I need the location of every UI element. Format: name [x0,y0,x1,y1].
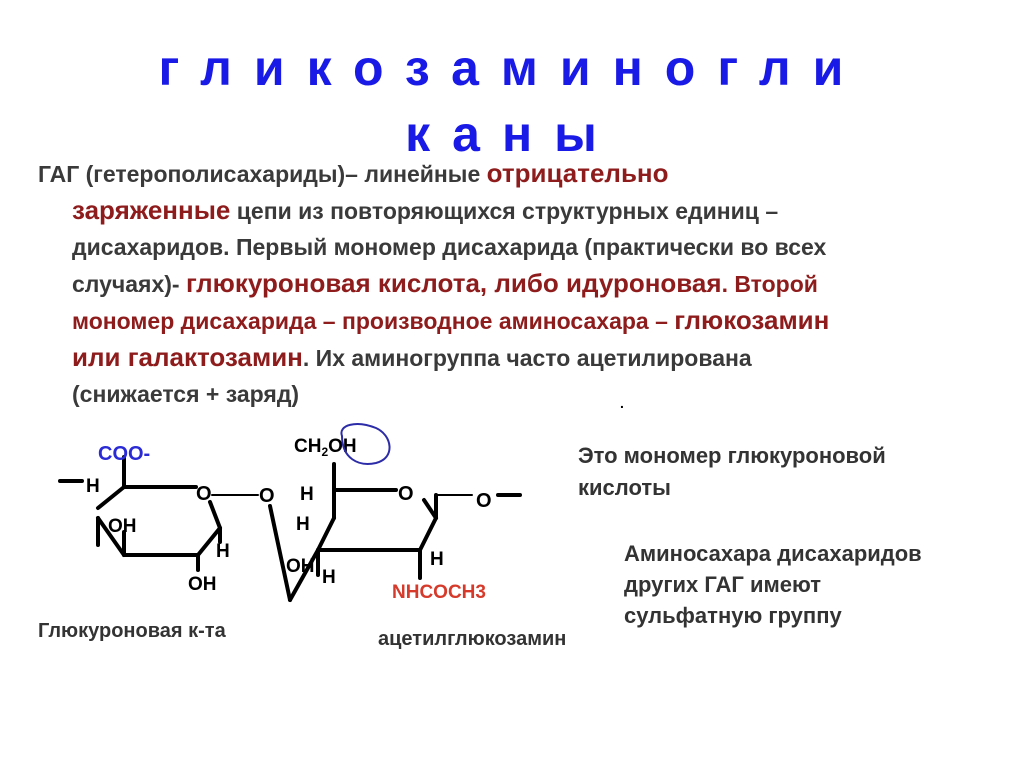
stray-dot: . [620,395,624,411]
oh-label: OH [188,574,217,595]
text-amino-acetylated: . Их аминогруппа часто ацетилирована [302,345,752,371]
emphasis-glucosamine: глюкозамин [674,305,830,335]
nhcoch3-label: NHCOCH3 [392,582,486,603]
glycosidic-oxygen-label: O [259,485,275,507]
caption-glucuronic-acid: Глюкуроновая к-та [38,620,226,642]
monomer-note-line: кислоты [578,475,671,500]
emphasis-galactosamine: или галактозамин [72,342,303,372]
h-label: H [296,514,310,535]
ring-oxygen-label: O [398,483,414,505]
h-label: H [430,549,444,570]
para-line-4 [38,265,998,302]
emphasis-charged: заряженные [72,195,231,225]
para-line-6 [38,339,998,376]
ring-oxygen-label: O [196,483,212,505]
text-cases: случаях)- [72,271,186,297]
caption-acetylglucosamine: ацетилглюкозамин [378,628,567,650]
para-line-1 [38,155,998,192]
description-paragraph [38,155,998,412]
oh-label: OH [108,516,137,537]
page-title-line-2: каны [405,106,619,162]
ring1-bond [210,502,220,528]
h-label: H [322,567,336,588]
sulfate-note-line: сульфатную группу [624,603,842,628]
sulfate-note [624,538,1004,631]
chain-oxygen-label: O [476,490,492,512]
h-label: H [300,484,314,505]
h-label: H [86,476,100,497]
emphasis-uronic-acids: глюкуроновая кислота, либо идуроновая [185,268,722,298]
ring2-bond [420,518,436,550]
ch2oh-label: $CH_2OH$ [294,436,357,459]
coo-label: COO- [98,443,151,465]
sulfate-note-line: других ГАГ имеют [624,572,821,597]
monomer-note [578,440,998,504]
text-disaccharides: дисахаридов. Первый мономер дисахарида (практически во всех [72,234,827,260]
oh-label: OH [286,556,315,577]
para-line-2 [38,192,998,229]
page-title-line-1: гликозаминогли [158,40,866,96]
h-label: H [216,541,230,562]
text-chains: цепи из повторяющихся структурных единиц – [230,198,779,224]
monomer-note-line: Это мономер глюкуроновой [578,443,886,468]
ring2-bond [318,518,334,550]
text-second-monomer: мономер дисахарида – производное аминосахара – [72,308,675,334]
para-line-5 [38,302,998,339]
text-second: . Второй [721,271,818,297]
ring1-bond [98,487,124,508]
para-line-3 [38,229,998,265]
text-charge-decrease: (снижается + заряд) [72,381,300,407]
emphasis-negatively: отрицательно [486,158,669,188]
text-gag-definition: ГАГ (гетерополисахариды)– линейные [38,161,487,187]
disaccharide-structure-diagram [0,395,624,640]
link-bond [270,506,290,600]
sulfate-note-line: Аминосахара дисахаридов [624,541,922,566]
